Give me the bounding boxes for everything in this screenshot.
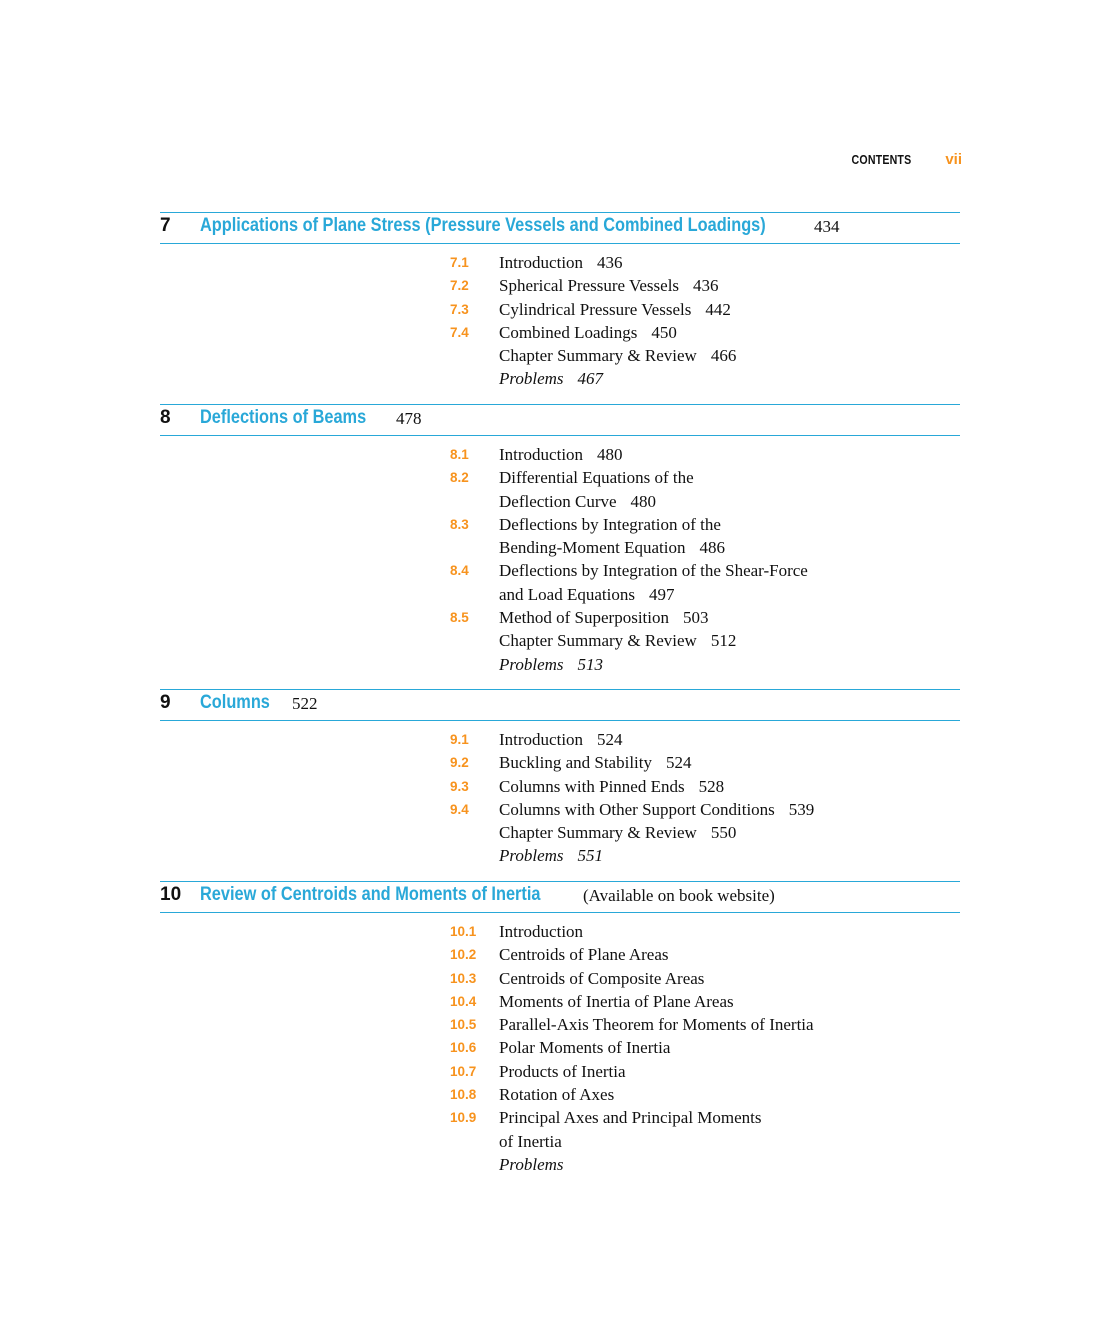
section-entry bbox=[160, 274, 960, 297]
section-title: Problems bbox=[499, 846, 564, 866]
section-number: 7.1 bbox=[450, 255, 469, 270]
section-number: 10.8 bbox=[450, 1087, 477, 1103]
chapter-title: Deflections of Beams bbox=[200, 407, 367, 428]
section-entry bbox=[160, 728, 960, 751]
section-page: 467 bbox=[577, 369, 604, 389]
section-entry bbox=[160, 466, 960, 513]
section-entry bbox=[160, 943, 960, 966]
section-page: 524 bbox=[666, 753, 692, 773]
section-title: Chapter Summary & Review bbox=[499, 631, 697, 651]
section-entry bbox=[160, 513, 960, 560]
section-number: 7.4 bbox=[450, 324, 469, 340]
chapter-title: Columns bbox=[200, 692, 270, 713]
section-number: 10.5 bbox=[450, 1017, 477, 1033]
section-number: 9.1 bbox=[450, 732, 469, 747]
section-title: Differential Equations of the Deflection Curve bbox=[499, 468, 694, 511]
section-number: 10.6 bbox=[450, 1040, 477, 1056]
section-entry bbox=[160, 967, 960, 990]
section-entry bbox=[160, 798, 960, 821]
section-title: Problems bbox=[499, 1154, 564, 1174]
section-title: Problems bbox=[499, 654, 564, 674]
section-entry bbox=[160, 1153, 960, 1176]
section-number: 9.2 bbox=[450, 755, 469, 771]
section-page: 528 bbox=[698, 776, 725, 796]
section-entry bbox=[160, 990, 960, 1013]
section-number: 8.2 bbox=[450, 470, 469, 486]
section-title: Columns with Other Support Conditions bbox=[499, 799, 775, 819]
section-title: Problems bbox=[499, 369, 564, 389]
section-number: 9.3 bbox=[450, 778, 469, 794]
section-entry bbox=[160, 844, 960, 867]
section-title: Spherical Pressure Vessels bbox=[499, 276, 680, 296]
section-number: 9.4 bbox=[450, 801, 469, 817]
section-number: 10.7 bbox=[450, 1063, 477, 1079]
section-number: 8.1 bbox=[450, 447, 469, 462]
running-head-label: CONTENTS bbox=[851, 153, 912, 167]
section-title: Centroids of Composite Areas bbox=[499, 968, 705, 988]
section-title: Polar Moments of Inertia bbox=[499, 1038, 671, 1058]
section-entry bbox=[160, 653, 960, 676]
section-title: Buckling and Stability bbox=[499, 753, 652, 773]
section-entry bbox=[160, 1060, 960, 1083]
page-number: vii bbox=[945, 151, 962, 168]
chapter-title: Applications of Plane Stress (Pressure Vessels and Combined Loadings) bbox=[200, 215, 766, 236]
section-number: 10.9 bbox=[450, 1110, 477, 1126]
section-entry bbox=[160, 1013, 960, 1036]
section-number: 8.3 bbox=[450, 516, 469, 532]
section-title: Introduction bbox=[499, 253, 584, 272]
section-number: 7.3 bbox=[450, 301, 469, 317]
section-page: 442 bbox=[705, 299, 731, 319]
section-page: 503 bbox=[683, 608, 709, 628]
section-number: 8.5 bbox=[450, 610, 469, 626]
section-entry bbox=[160, 298, 960, 321]
section-entry bbox=[160, 251, 960, 274]
chapter-number: 8 bbox=[160, 407, 171, 428]
section-entry bbox=[160, 629, 960, 652]
section-title: Parallel-Axis Theorem for Moments of Inertia bbox=[499, 1015, 814, 1035]
section-title: Moments of Inertia of Plane Areas bbox=[499, 991, 734, 1011]
chapter-page: 434 bbox=[814, 217, 840, 236]
running-head bbox=[0, 151, 962, 169]
section-title: Cylindrical Pressure Vessels bbox=[499, 299, 692, 319]
chapter-number: 10 bbox=[160, 884, 182, 905]
section-number: 10.3 bbox=[450, 970, 477, 986]
chapter-page: 478 bbox=[396, 409, 422, 428]
chapter-9 bbox=[160, 689, 960, 868]
section-title: Products of Inertia bbox=[499, 1061, 626, 1081]
section-title: Deflections by Integration of the Bending-Moment Equation bbox=[499, 514, 721, 558]
section-entry bbox=[160, 751, 960, 774]
section-page: 436 bbox=[693, 276, 719, 296]
section-page: 550 bbox=[710, 823, 737, 843]
section-title: Rotation of Axes bbox=[499, 1085, 615, 1105]
section-title: Chapter Summary & Review bbox=[499, 823, 697, 843]
section-number: 8.4 bbox=[450, 563, 469, 579]
section-title: Introduction bbox=[499, 730, 584, 749]
section-title: Method of Superposition bbox=[499, 608, 669, 628]
section-number: 10.2 bbox=[450, 947, 477, 963]
section-title: Principal Axes and Principal Moments of Inertia bbox=[499, 1108, 762, 1151]
section-entry bbox=[160, 1106, 960, 1153]
chapter-heading bbox=[160, 881, 960, 913]
section-entry bbox=[160, 344, 960, 367]
section-entry bbox=[160, 821, 960, 844]
section-entry bbox=[160, 367, 960, 390]
section-entry bbox=[160, 559, 960, 606]
chapter-7 bbox=[160, 212, 960, 391]
section-number: 10.4 bbox=[450, 993, 477, 1009]
chapter-8 bbox=[160, 404, 960, 676]
chapter-title: Review of Centroids and Moments of Inertia bbox=[200, 884, 541, 905]
chapter-heading bbox=[160, 212, 960, 244]
section-entry bbox=[160, 606, 960, 629]
section-page: 466 bbox=[710, 346, 737, 366]
chapter-page: 522 bbox=[292, 694, 318, 713]
section-title: Deflections by Integration of the Shear-Force and Load Equations bbox=[499, 561, 808, 604]
section-page: 486 bbox=[699, 538, 726, 558]
section-entry bbox=[160, 775, 960, 798]
section-title: Chapter Summary & Review bbox=[499, 346, 697, 366]
section-number: 10.1 bbox=[450, 924, 477, 939]
section-page: 512 bbox=[710, 631, 737, 651]
chapter-heading bbox=[160, 689, 960, 721]
section-entry bbox=[160, 321, 960, 344]
section-entry bbox=[160, 920, 960, 943]
section-page: 524 bbox=[597, 730, 623, 749]
section-page: 436 bbox=[597, 253, 623, 272]
section-page: 513 bbox=[577, 654, 604, 674]
chapter-10 bbox=[160, 881, 960, 1176]
section-page: 450 bbox=[651, 322, 677, 342]
chapter-number: 7 bbox=[160, 215, 171, 236]
section-title: Introduction bbox=[499, 445, 584, 464]
section-page: 539 bbox=[788, 799, 815, 819]
section-page: 480 bbox=[597, 445, 623, 464]
section-title: Combined Loadings bbox=[499, 322, 638, 342]
section-number: 7.2 bbox=[450, 278, 469, 294]
section-entry bbox=[160, 1036, 960, 1059]
section-title: Columns with Pinned Ends bbox=[499, 776, 685, 796]
section-entry bbox=[160, 1083, 960, 1106]
chapter-number: 9 bbox=[160, 692, 171, 713]
section-entry bbox=[160, 443, 960, 466]
chapter-heading bbox=[160, 404, 960, 436]
section-page: 551 bbox=[577, 846, 604, 866]
section-title: Centroids of Plane Areas bbox=[499, 945, 669, 965]
chapter-page: (Available on book website) bbox=[583, 886, 775, 905]
section-title: Introduction bbox=[499, 922, 584, 941]
section-page: 497 bbox=[648, 584, 675, 604]
section-page: 480 bbox=[630, 491, 657, 511]
